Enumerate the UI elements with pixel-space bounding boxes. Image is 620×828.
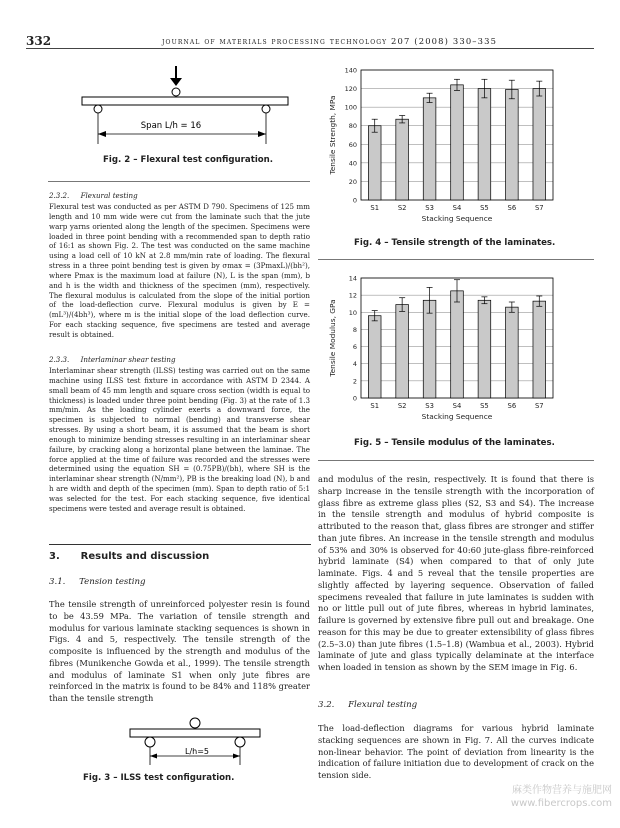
sec-32-heading: 3.2. Flexural testing xyxy=(318,700,418,710)
fig3-caption: Fig. 3 – ILSS test configuration. xyxy=(83,773,235,783)
x-tick-label: S2 xyxy=(397,204,407,212)
watermark-line1: 麻类作物营养与施肥网 xyxy=(512,785,612,796)
watermark xyxy=(511,784,612,810)
y-tick-label: 40 xyxy=(348,159,357,168)
y-axis-label: Tensile Strength, MPa xyxy=(328,95,337,175)
bar-S7 xyxy=(533,89,546,200)
bar-S5 xyxy=(478,300,491,398)
sec-31-text: The tensile strength of unreinforced polyester resin is found to be 43.59 MPa. The variation of tensile strength and modulus for various laminate stacking sequences is shown in Figs. 4 and 5, respectively. The tensile strength of the composite is influenced by the strength and modulus of the fibres (Munikenche Gowda et al., 1999). The tensile strength and modulus of laminate S1 when only jute fibres are reinforced in the matrix is found to be 84% and 118% greater than the tensile strength xyxy=(49,599,310,703)
y-tick-label: 14 xyxy=(348,274,357,283)
ilss-arrow-left xyxy=(150,754,157,759)
bar-S3 xyxy=(423,300,436,398)
watermark-line2: www.fibercrops.com xyxy=(510,798,612,809)
y-tick-label: 0 xyxy=(352,196,357,205)
fig2-diagram xyxy=(26,60,310,185)
x-tick-label: S5 xyxy=(480,204,489,212)
fig2-caption: Fig. 2 – Flexural test configuration. xyxy=(103,155,274,165)
y-tick-label: 10 xyxy=(348,308,357,317)
bar-S3 xyxy=(423,98,436,200)
load-roller xyxy=(172,88,180,96)
flexural-setup-drawing xyxy=(26,60,310,170)
x-tick-label: S3 xyxy=(425,204,434,212)
span-arrow-left xyxy=(98,131,106,137)
journal-header: journal of materials processing technology 207 (2008) 330–335 xyxy=(162,36,498,46)
x-tick-label: S1 xyxy=(370,204,380,212)
x-tick-label: S6 xyxy=(507,204,517,212)
ilss-load-roller xyxy=(190,718,200,728)
right-col-text: and modulus of the resin, respectively. It is found that there is sharp increase in the tensile strength with the incorporation of glass fibre as extreme glass plies (S2, S3 and S4). The increase in the tensile strength and modulus of hybrid composite is attributed to the reason that, glass fibres are stronger and stiffer than jute fibres. An increase in the tensile strength and modulus of 53% and 30% is observed for 40:60 jute-glass fibre-reinforced hybrid laminate (S4) when compared to that of only jute laminate. Figs. 4 and 5 reveal that the tensile properties are slightly affected by layering sequence. Observation of failed specimens revealed that failure in jute laminates is sudden with no or little pull out of jute fibres, whereas in hybrid laminates, failure is governed by extensive fibre pull out and breakage. One reason for this may be due to greater extensibility of glass fibres (2.5–3.0) than jute fibres (1.5–1.8) (Wambua et al., 2003). Hybrid laminate of jute and glass typically delaminate at the interface when loaded in tension as shown by the SEM image in Fig. 6. xyxy=(318,474,594,672)
ilss-right-support xyxy=(235,737,245,747)
sec-233-heading: 2.3.3. Interlaminar shear testing xyxy=(49,355,176,364)
y-tick-label: 120 xyxy=(344,85,357,94)
x-tick-label: S6 xyxy=(507,402,517,410)
x-tick-label: S7 xyxy=(534,402,544,410)
bar-S4 xyxy=(451,291,464,398)
x-tick-label: S3 xyxy=(425,402,434,410)
fig2-rule xyxy=(48,181,310,182)
x-axis-label: Stacking Sequence xyxy=(421,412,493,421)
fig4-chart xyxy=(325,62,560,234)
x-tick-label: S2 xyxy=(397,402,407,410)
sec3-rule-top xyxy=(49,544,311,545)
bar-S1 xyxy=(368,126,381,200)
x-tick-label: S1 xyxy=(370,402,380,410)
y-axis-label: Tensile Modulus, GPa xyxy=(328,299,337,377)
x-tick-label: S5 xyxy=(480,402,489,410)
sec-31-heading: 3.1. Tension testing xyxy=(49,577,146,587)
span-arrow-right xyxy=(258,131,266,137)
sec-232-text: Flexural test was conducted as per ASTM D 790. Specimens of 125 mm length and 10 mm wide were cut from the laminate such that the jute warp yarns oriented along the length of the specimen. Specimens were loaded in three point bending with a recommended span to depth ratio of 16:1 as shown Fig. 2. The test was conducted on the same machine using a load cell of 10 kN at 2.8 mm/min rate of loading. The flexural stress in a three point bending test is given by σmax = (3PmaxL)/(bh²), where Pmax is the maximum load at failure (N), L is the span (mm), b and h is the width and thickness of the specimen (mm), respectively. The flexural modulus is calculated from the slope of the initial portion of the load-deflection curve. Flexural modulus is given by E = (mL³)/(4bh³), where m is the initial slope of the load deflection curve. For each stacking sequence, five specimens are tested and average result is obtained. xyxy=(49,202,310,339)
bar-S1 xyxy=(368,316,381,398)
y-tick-label: 80 xyxy=(348,122,357,131)
fig4-rule xyxy=(318,259,594,260)
bar-S2 xyxy=(396,119,409,200)
bar-S4 xyxy=(451,85,464,200)
y-tick-label: 0 xyxy=(352,394,357,403)
y-tick-label: 4 xyxy=(352,360,357,369)
header-rule xyxy=(26,48,594,49)
y-tick-label: 8 xyxy=(352,325,357,334)
bar-S5 xyxy=(478,89,491,200)
fig5-chart xyxy=(325,270,560,432)
y-tick-label: 2 xyxy=(352,377,357,386)
x-tick-label: S7 xyxy=(534,204,544,212)
specimen-beam xyxy=(82,97,288,105)
sec-233-text: Interlaminar shear strength (ILSS) testing was carried out on the same machine using ILSS test fixture in accordance with ASTM D 2344. A small beam of 45 mm length and square cross section (width is equal to thickness) is loaded under three point bending (Fig. 3) at the rate of 1.3 mm/min. As the loading cylinder exerts a downward force, the specimen is subjected to normal (bending) and transverse shear stresses. By using a short beam, it is assumed that the beam is short enough to minimize bending stresses resulting in an interlaminar shear failure, by cracking along a horizontal plane between the laminae. The force applied at the time of failure was recorded and the stresses were determined using the equation SH = (0.75PB)/(bh), where SH is the interlaminar shear strength (N/mm²), PB is the breaking load (N), b and h are width and depth of the specimen (mm). Span to depth ratio of 5:1 was selected for the test. For each stacking sequence, five identical specimens were tested and average result is obtained. xyxy=(49,366,310,513)
y-tick-label: 60 xyxy=(348,140,357,149)
y-tick-label: 140 xyxy=(344,66,357,75)
y-tick-label: 6 xyxy=(352,343,357,352)
x-tick-label: S4 xyxy=(452,402,462,410)
ilss-ratio-label: L/h=5 xyxy=(184,747,210,756)
fig3-diagram xyxy=(110,710,280,770)
sec-232-heading: 2.3.2. Flexural testing xyxy=(49,191,138,200)
load-arrow-head xyxy=(170,78,182,86)
bar-S6 xyxy=(506,307,519,398)
x-tick-label: S4 xyxy=(452,204,462,212)
sec-3-heading: 3. Results and discussion xyxy=(49,551,210,562)
fig4-caption: Fig. 4 – Tensile strength of the laminates. xyxy=(354,238,556,248)
bar-S6 xyxy=(506,90,519,201)
y-tick-label: 20 xyxy=(348,177,357,186)
fig5-rule xyxy=(318,460,594,461)
bar-S2 xyxy=(396,305,409,398)
left-support-roller xyxy=(94,105,102,113)
sec-32-text: The load-deflection diagrams for various hybrid laminate stacking sequences are shown in Fig. 7. All the curves indicate non-linear behavior. The point of deviation from linearity is the indication of failure initiation due to development of crack on the tension side. xyxy=(318,723,594,780)
x-axis-label: Stacking Sequence xyxy=(421,214,493,223)
ilss-left-support xyxy=(145,737,155,747)
right-support-roller xyxy=(262,105,270,113)
y-tick-label: 100 xyxy=(344,103,357,112)
span-label: Span L/h = 16 xyxy=(140,121,202,131)
ilss-arrow-right xyxy=(233,754,240,759)
bar-S7 xyxy=(533,301,546,398)
fig5-caption: Fig. 5 – Tensile modulus of the laminates. xyxy=(354,438,555,448)
page-number: 332 xyxy=(26,34,52,48)
ilss-beam xyxy=(130,729,260,737)
y-tick-label: 12 xyxy=(348,291,357,300)
